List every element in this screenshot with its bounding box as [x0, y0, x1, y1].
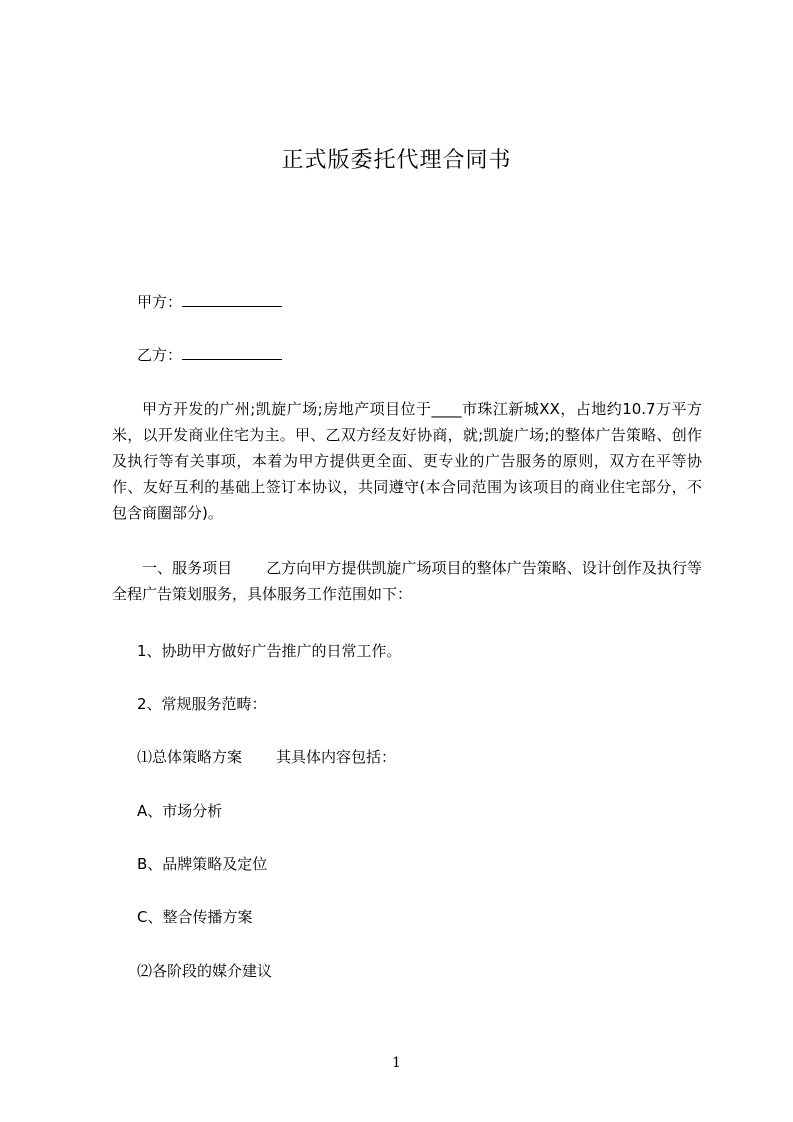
sub-item-label: ⑴总体策略方案: [137, 748, 243, 766]
list-item: A、市场分析: [137, 802, 223, 820]
page-title: 正式版委托代理合同书: [281, 148, 512, 173]
list-item: 1、协助甲方做好广告推广的日常工作。: [137, 642, 402, 660]
section-1-heading: 一、服务项目: [142, 559, 233, 577]
list-item: B、品牌策略及定位: [137, 855, 268, 873]
sub-item-text: 其具体内容包括：: [276, 748, 397, 766]
party-a-blank: [182, 292, 282, 307]
intro-paragraph: 甲方开发的广州;凯旋广场;房地产项目位于____市珠江新城XX，占地约10.7万平方米，以开发商业住宅为主。甲、乙双方经友好协商，就;凯旋广场;的整体广告策略、创作及执行等有关事项，本着为甲方提供更全面、更专业的广告服务的原则，双方在平等协作、友好互利的基础上签订本协议，共同遵守(本合同范围为该项目的商业住宅部分，不包含商圈部分)。: [112, 400, 702, 522]
party-a-label: 甲方：: [137, 293, 183, 311]
section-1-text: 乙方向甲方提供凯旋广场项目的整体广告策略、设计创作及执行等全程广告策划服务，具体服务工作范围如下：: [112, 559, 702, 603]
page-number: 1: [392, 1055, 401, 1071]
list-item: 2、常规服务范畴：: [137, 695, 267, 713]
party-b-line: [137, 344, 282, 365]
party-a-line: [137, 291, 282, 312]
sub-item-line: [137, 746, 396, 767]
list-item: ⑵各阶段的媒介建议: [137, 962, 273, 980]
section-1-paragraph: [112, 555, 702, 607]
list-item: C、整合传播方案: [137, 908, 253, 926]
party-b-blank: [182, 345, 282, 360]
party-b-label: 乙方：: [137, 346, 183, 364]
